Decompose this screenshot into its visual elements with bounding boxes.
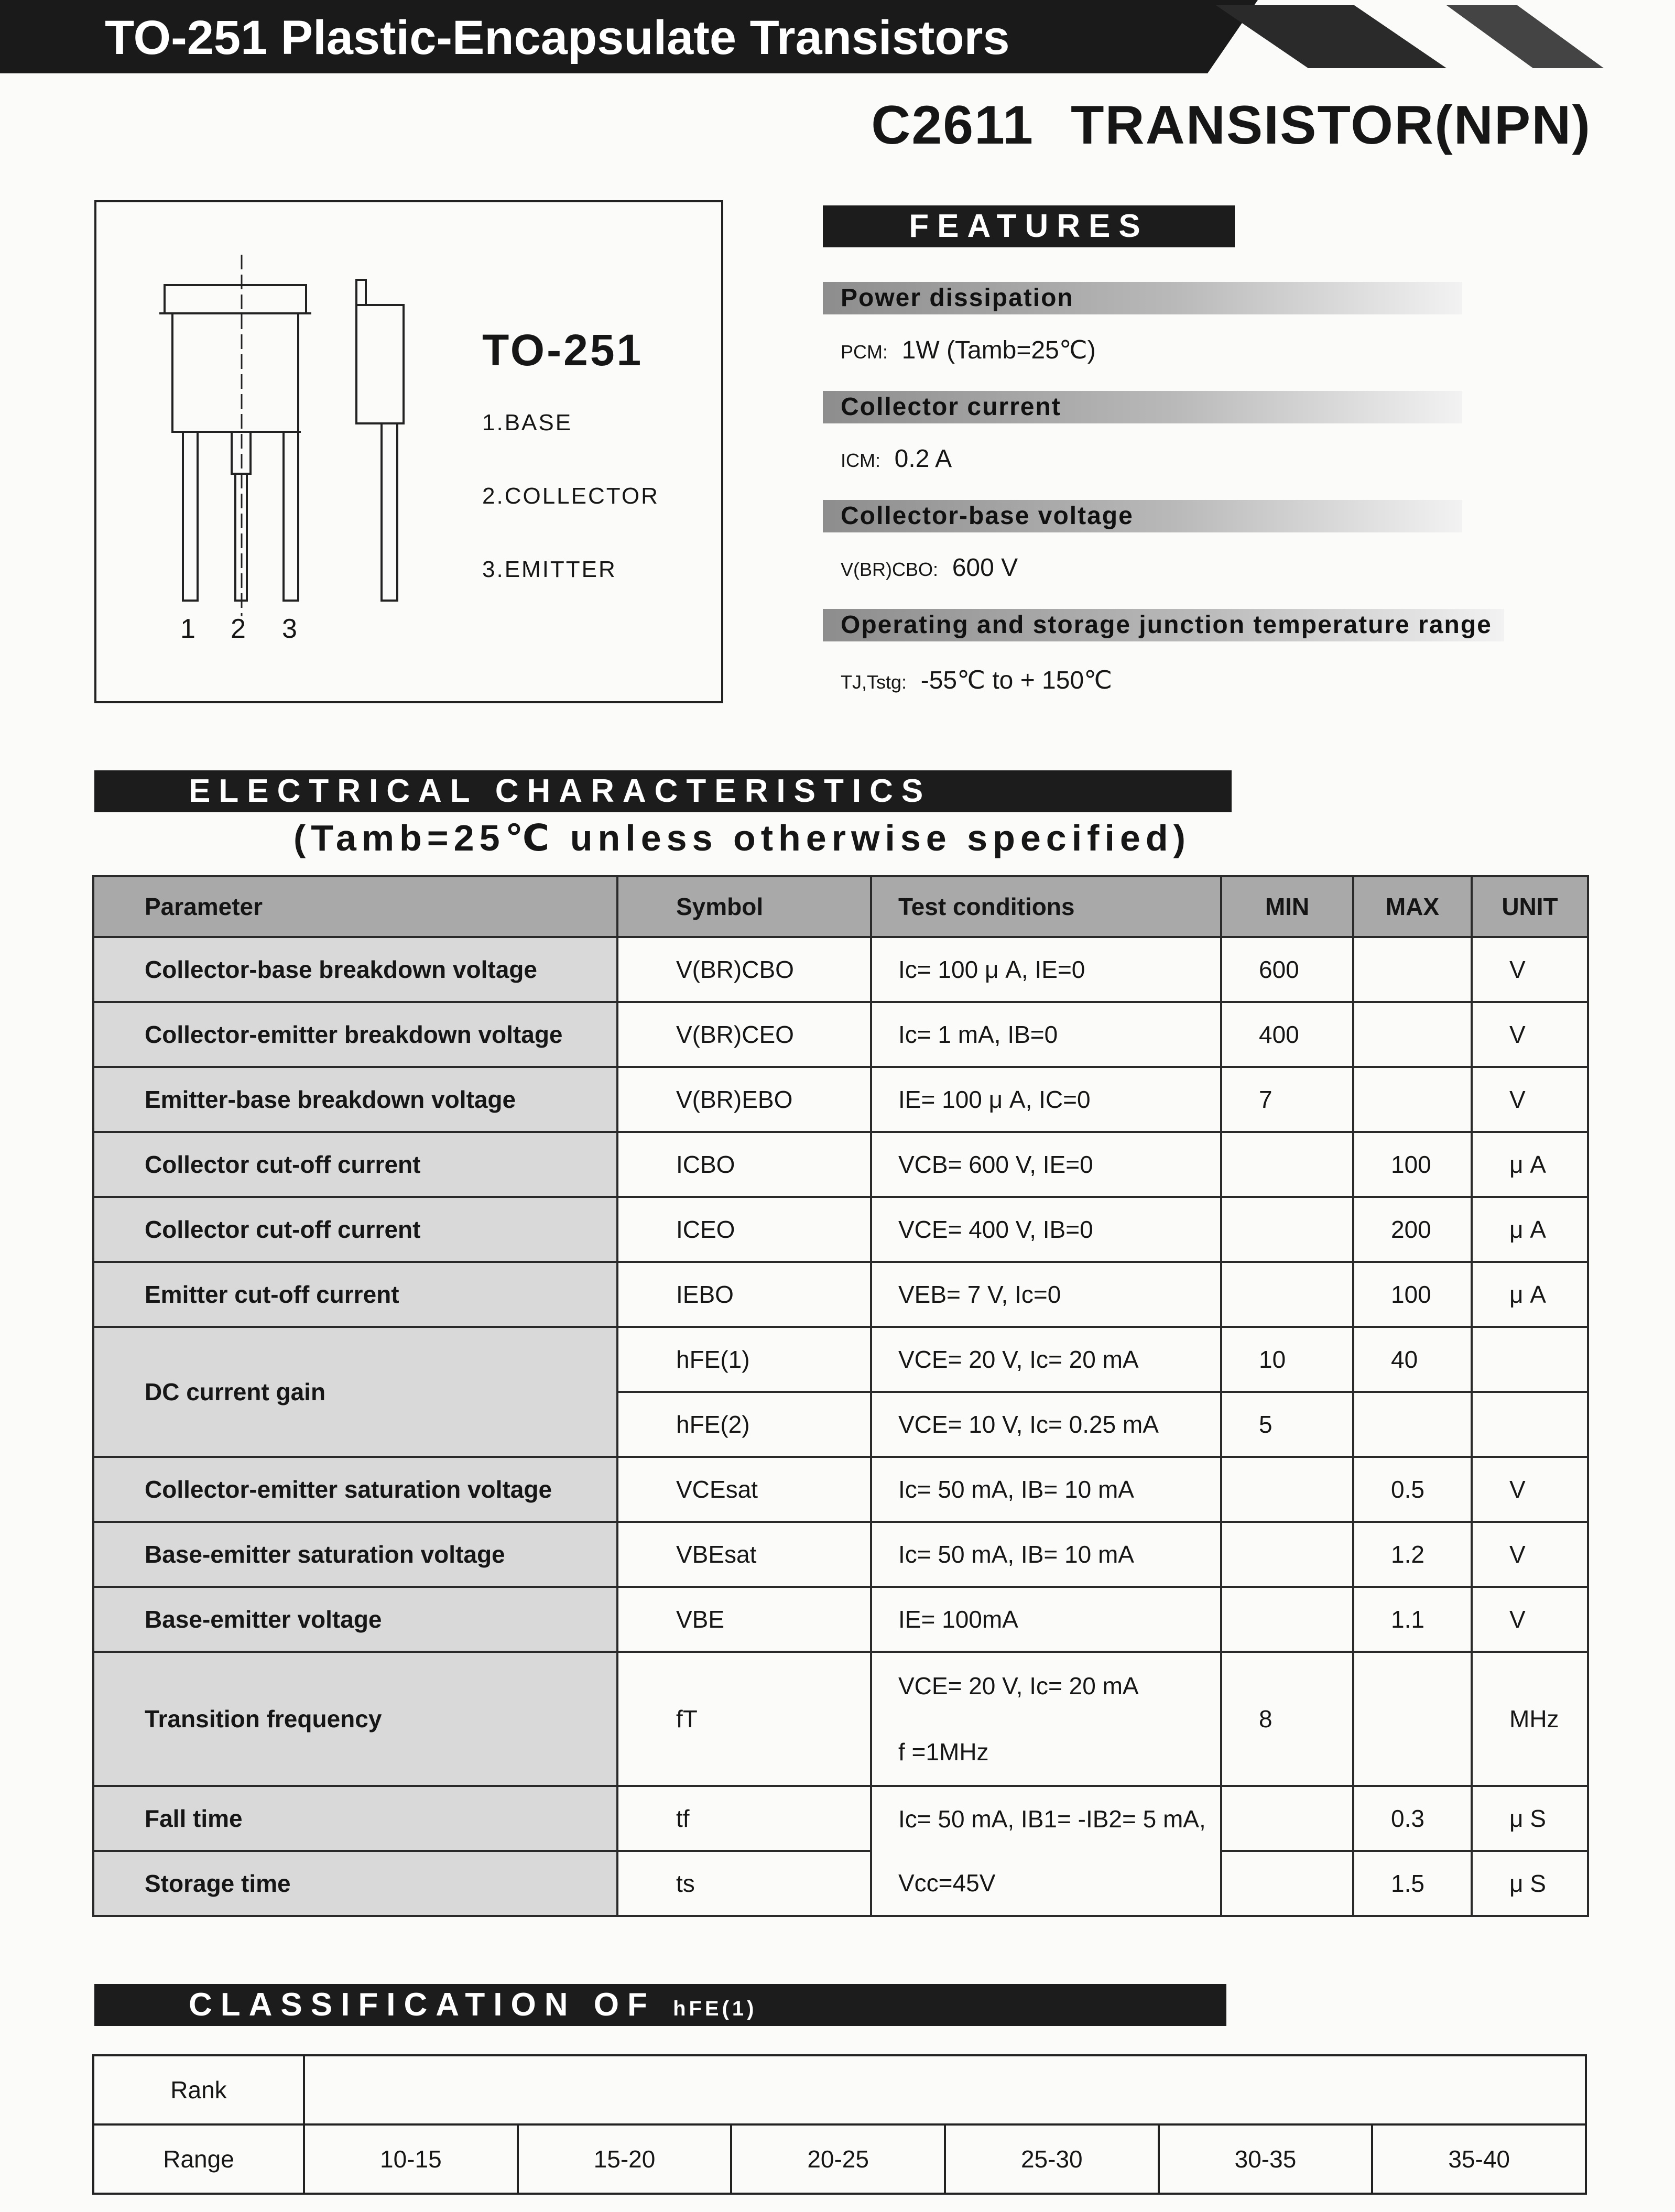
part-type: TRANSISTOR(NPN) — [1071, 95, 1591, 156]
cell-max: 1.2 — [1353, 1522, 1472, 1587]
feature-heading: Collector-base voltage — [823, 500, 1462, 532]
cell-parameter: DC current gain — [93, 1327, 617, 1457]
rank-values — [304, 2055, 1586, 2124]
feature-value — [841, 444, 952, 473]
cell-max — [1353, 1392, 1472, 1457]
table-row — [93, 1587, 1588, 1652]
table-row — [93, 1067, 1588, 1132]
cell-symbol: hFE(1) — [617, 1327, 871, 1392]
electrical-subheading: (Tamb=25℃ unless otherwise specified) — [293, 818, 1191, 858]
cell-symbol: ICEO — [617, 1197, 871, 1262]
cell-min: 7 — [1221, 1067, 1353, 1132]
column-header-conditions: Test conditions — [871, 876, 1221, 937]
cell-max — [1353, 1002, 1472, 1067]
table-header-row — [93, 876, 1588, 937]
cell-symbol: VCEsat — [617, 1457, 871, 1522]
cell-conditions: VEB= 7 V, Ic=0 — [871, 1262, 1221, 1327]
feature-value — [841, 553, 1018, 582]
cell-max: 100 — [1353, 1262, 1472, 1327]
cell-unit: V — [1472, 1457, 1588, 1522]
cell-max: 0.5 — [1353, 1457, 1472, 1522]
part-heading — [871, 94, 1591, 157]
table-row — [93, 1002, 1588, 1067]
cell-parameter: Base-emitter voltage — [93, 1587, 617, 1652]
pin-number: 3 — [282, 614, 297, 644]
feature-heading: Operating and storage junction temperature range — [823, 609, 1504, 641]
range-value: 35-40 — [1372, 2124, 1586, 2194]
pin-label-emitter: 3.EMITTER — [482, 557, 617, 582]
cell-parameter: Collector-emitter breakdown voltage — [93, 1002, 617, 1067]
cell-symbol: fT — [617, 1652, 871, 1786]
condition-line: VCE= 20 V, Ic= 20 mA — [898, 1672, 1139, 1699]
table-row — [93, 1327, 1588, 1392]
table-row — [93, 2055, 1586, 2124]
cell-unit: MHz — [1472, 1652, 1588, 1786]
cell-conditions: VCE= 20 V, Ic= 20 mA — [871, 1327, 1221, 1392]
cell-min: 400 — [1221, 1002, 1353, 1067]
range-value: 15-20 — [518, 2124, 732, 2194]
feature-heading: Power dissipation — [823, 282, 1462, 314]
feature-symbol: ICM: — [841, 450, 880, 471]
cell-parameter: Collector-base breakdown voltage — [93, 937, 617, 1002]
range-value: 10-15 — [304, 2124, 518, 2194]
cell-conditions: IE= 100 μ A, IC=0 — [871, 1067, 1221, 1132]
cell-unit: V — [1472, 1002, 1588, 1067]
cell-unit: μ S — [1472, 1851, 1588, 1916]
cell-conditions: Ic= 1 mA, IB=0 — [871, 1002, 1221, 1067]
cell-min — [1221, 1457, 1353, 1522]
range-value: 20-25 — [731, 2124, 945, 2194]
range-label: Range — [93, 2124, 304, 2194]
cell-unit: V — [1472, 937, 1588, 1002]
cell-unit — [1472, 1327, 1588, 1392]
classification-heading — [94, 1984, 1226, 2026]
cell-symbol: V(BR)EBO — [617, 1067, 871, 1132]
cell-unit — [1472, 1392, 1588, 1457]
cell-symbol: ICBO — [617, 1132, 871, 1197]
cell-max — [1353, 937, 1472, 1002]
cell-min — [1221, 1522, 1353, 1587]
feature-value-text: 1W (Tamb=25℃) — [901, 336, 1096, 364]
table-row — [93, 1851, 1588, 1916]
electrical-heading: ELECTRICAL CHARACTERISTICS — [94, 770, 1232, 812]
cell-conditions: VCE= 10 V, Ic= 0.25 mA — [871, 1392, 1221, 1457]
cell-min — [1221, 1262, 1353, 1327]
column-header-parameter: Parameter — [93, 876, 617, 937]
cell-unit: V — [1472, 1522, 1588, 1587]
cell-max: 100 — [1353, 1132, 1472, 1197]
package-name: TO-251 — [482, 325, 644, 375]
cell-symbol: ts — [617, 1851, 871, 1916]
cell-symbol: V(BR)CEO — [617, 1002, 871, 1067]
table-row — [93, 1522, 1588, 1587]
table-row — [93, 2124, 1586, 2194]
pin-label-base: 1.BASE — [482, 410, 573, 435]
feature-value-text: 0.2 A — [894, 445, 952, 473]
cell-unit: μ A — [1472, 1262, 1588, 1327]
cell-parameter: Fall time — [93, 1786, 617, 1851]
cell-max: 0.3 — [1353, 1786, 1472, 1851]
cell-symbol: V(BR)CBO — [617, 937, 871, 1002]
cell-min — [1221, 1197, 1353, 1262]
cell-max: 40 — [1353, 1327, 1472, 1392]
pin-label-collector: 2.COLLECTOR — [482, 483, 659, 509]
cell-unit: V — [1472, 1067, 1588, 1132]
cell-parameter: Storage time — [93, 1851, 617, 1916]
cell-max — [1353, 1652, 1472, 1786]
column-header-unit: UNIT — [1472, 876, 1588, 937]
cell-conditions: Ic= 50 mA, IB= 10 mA — [871, 1457, 1221, 1522]
classification-title: CLASSIFICATION OF — [189, 1987, 656, 2023]
cell-conditions: Ic= 50 mA, IB1= -IB2= 5 mA, — [871, 1786, 1221, 1851]
column-header-max: MAX — [1353, 876, 1472, 937]
cell-symbol: tf — [617, 1786, 871, 1851]
feature-heading: Collector current — [823, 391, 1462, 423]
cell-symbol: hFE(2) — [617, 1392, 871, 1457]
feature-value-text: -55℃ to + 150℃ — [920, 667, 1113, 694]
cell-unit: μ A — [1472, 1197, 1588, 1262]
document-title: TO-251 Plastic-Encapsulate Transistors — [105, 11, 1010, 64]
cell-unit: μ S — [1472, 1786, 1588, 1851]
cell-min: 600 — [1221, 937, 1353, 1002]
cell-parameter: Emitter-base breakdown voltage — [93, 1067, 617, 1132]
classification-symbol: hFE(1) — [673, 1997, 757, 2020]
cell-max — [1353, 1067, 1472, 1132]
table-row — [93, 1786, 1588, 1851]
cell-conditions: Ic= 50 mA, IB= 10 mA — [871, 1522, 1221, 1587]
classification-table — [92, 2054, 1587, 2195]
pin-number: 2 — [231, 614, 246, 644]
cell-min — [1221, 1786, 1353, 1851]
cell-unit: V — [1472, 1587, 1588, 1652]
cell-min — [1221, 1132, 1353, 1197]
cell-parameter: Emitter cut-off current — [93, 1262, 617, 1327]
cell-parameter: Collector-emitter saturation voltage — [93, 1457, 617, 1522]
feature-symbol: V(BR)CBO: — [841, 559, 939, 580]
cell-symbol: VBEsat — [617, 1522, 871, 1587]
feature-value — [841, 666, 1112, 695]
cell-symbol: IEBO — [617, 1262, 871, 1327]
cell-conditions: Vcc=45V — [871, 1851, 1221, 1916]
table-row — [93, 1652, 1588, 1786]
cell-min — [1221, 1851, 1353, 1916]
table-row — [93, 1457, 1588, 1522]
cell-min: 10 — [1221, 1327, 1353, 1392]
header-decor-stripe — [1216, 5, 1446, 68]
feature-value — [841, 335, 1096, 365]
cell-symbol: VBE — [617, 1587, 871, 1652]
cell-min: 5 — [1221, 1392, 1353, 1457]
table-row — [93, 1132, 1588, 1197]
table-row — [93, 1262, 1588, 1327]
cell-conditions: Ic= 100 μ A, IE=0 — [871, 937, 1221, 1002]
column-header-min: MIN — [1221, 876, 1353, 937]
cell-parameter: Collector cut-off current — [93, 1197, 617, 1262]
features-heading: FEATURES — [823, 205, 1235, 247]
cell-max: 1.5 — [1353, 1851, 1472, 1916]
cell-conditions: VCB= 600 V, IE=0 — [871, 1132, 1221, 1197]
feature-symbol: PCM: — [841, 341, 888, 363]
cell-max: 1.1 — [1353, 1587, 1472, 1652]
cell-parameter: Transition frequency — [93, 1652, 617, 1786]
table-row — [93, 1197, 1588, 1262]
cell-conditions — [871, 1652, 1221, 1786]
cell-conditions: VCE= 400 V, IB=0 — [871, 1197, 1221, 1262]
cell-min — [1221, 1587, 1353, 1652]
cell-unit: μ A — [1472, 1132, 1588, 1197]
pin-number: 1 — [180, 614, 195, 644]
condition-line: f =1MHz — [898, 1738, 989, 1766]
rank-label: Rank — [93, 2055, 304, 2124]
feature-value-text: 600 V — [952, 554, 1018, 582]
cell-parameter: Collector cut-off current — [93, 1132, 617, 1197]
header-decor-stripe — [1446, 5, 1604, 68]
range-value: 30-35 — [1159, 2124, 1373, 2194]
cell-min: 8 — [1221, 1652, 1353, 1786]
feature-symbol: TJ,Tstg: — [841, 671, 907, 693]
part-number: C2611 — [871, 95, 1035, 156]
column-header-symbol: Symbol — [617, 876, 871, 937]
table-row — [93, 937, 1588, 1002]
cell-parameter: Base-emitter saturation voltage — [93, 1522, 617, 1587]
range-value: 25-30 — [945, 2124, 1159, 2194]
cell-max: 200 — [1353, 1197, 1472, 1262]
cell-conditions: IE= 100mA — [871, 1587, 1221, 1652]
electrical-characteristics-table — [92, 875, 1589, 1917]
